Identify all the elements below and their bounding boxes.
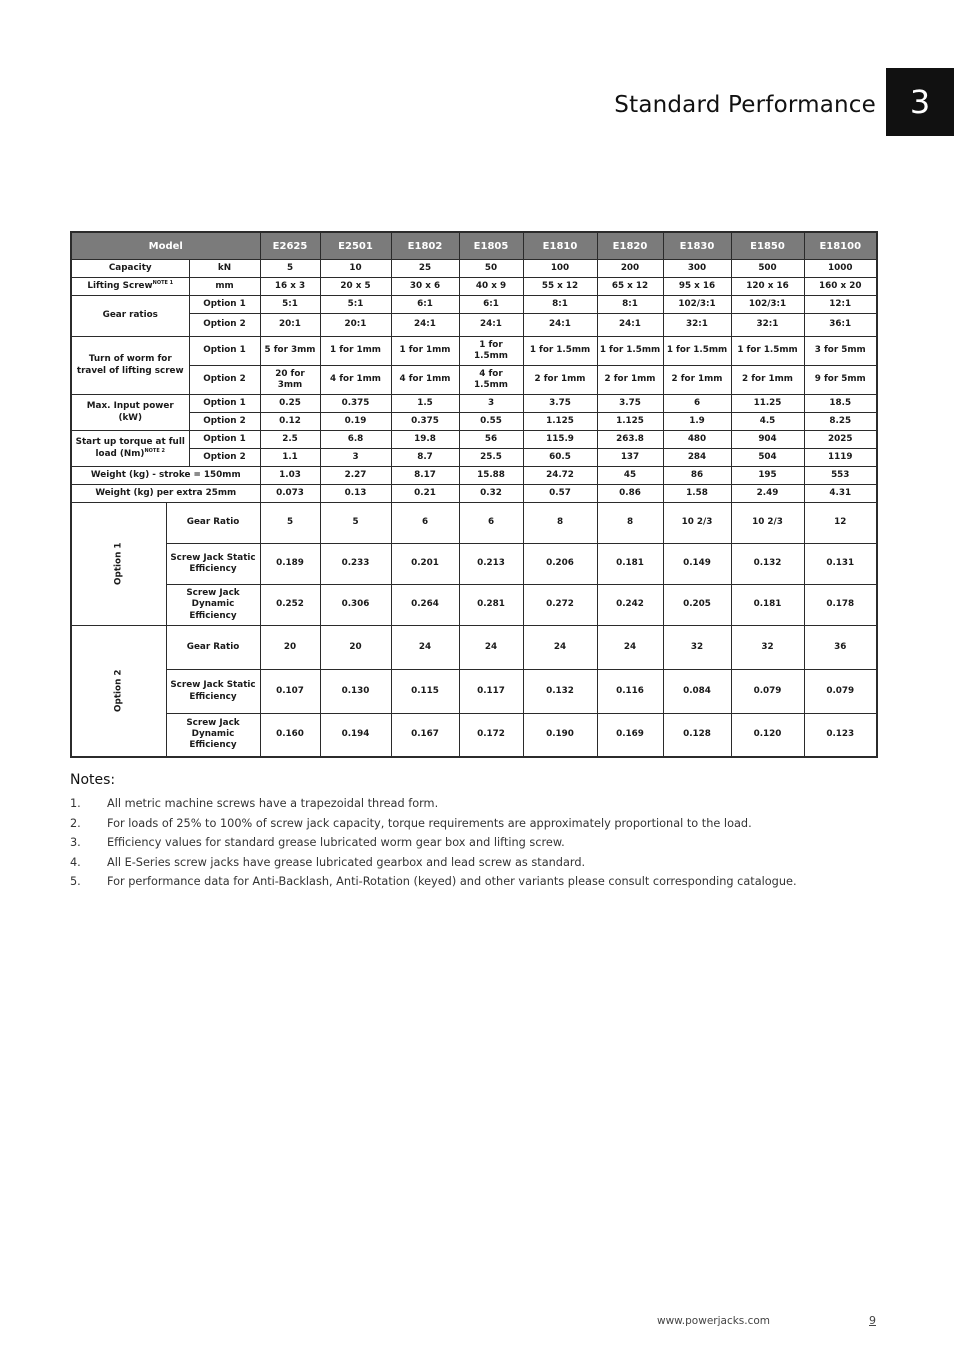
value-cell: 195 (731, 467, 804, 485)
value-cell: 0.19 (320, 413, 391, 431)
option-label: Option 2 (189, 366, 260, 395)
value-cell: 0.32 (459, 485, 523, 503)
value-cell: 0.116 (597, 670, 663, 714)
value-cell: 50 (459, 260, 523, 278)
value-cell: 1 for 1.5mm (663, 337, 731, 366)
table-row (71, 413, 877, 431)
value-cell: 8.7 (391, 449, 459, 467)
note-item (70, 794, 890, 814)
value-cell: 20:1 (320, 314, 391, 337)
unit-cell: kN (189, 260, 260, 278)
value-cell: 0.12 (260, 413, 320, 431)
value-cell: 1 for 1.5mm (597, 337, 663, 366)
value-cell: 0.13 (320, 485, 391, 503)
value-cell: 3 for 5mm (804, 337, 877, 366)
model-column-header: E1830 (663, 232, 731, 260)
value-cell: 904 (731, 431, 804, 449)
value-cell: 0.57 (523, 485, 597, 503)
value-cell: 0.242 (597, 585, 663, 626)
table-row (71, 503, 877, 544)
value-cell: 25 (391, 260, 459, 278)
block-label (71, 626, 166, 757)
value-cell: 24 (391, 626, 459, 670)
group-label: Max. Input power (kW) (71, 395, 189, 431)
value-cell: 65 x 12 (597, 278, 663, 296)
value-cell: 1 for 1mm (320, 337, 391, 366)
group-label: Gear ratios (71, 296, 189, 337)
value-cell: 20 (260, 626, 320, 670)
table-row (71, 366, 877, 395)
value-cell: 4 for 1mm (320, 366, 391, 395)
value-cell: 0.123 (804, 714, 877, 757)
value-cell: 32 (731, 626, 804, 670)
value-cell: 36 (804, 626, 877, 670)
value-cell: 5 for 3mm (260, 337, 320, 366)
value-cell: 5:1 (320, 296, 391, 314)
value-cell: 2 for 1mm (523, 366, 597, 395)
value-cell: 8 (523, 503, 597, 544)
value-cell: 24:1 (459, 314, 523, 337)
value-cell: 8.17 (391, 467, 459, 485)
value-cell: 0.252 (260, 585, 320, 626)
value-cell: 36:1 (804, 314, 877, 337)
value-cell: 24 (459, 626, 523, 670)
value-cell: 5 (260, 260, 320, 278)
value-cell: 32 (663, 626, 731, 670)
option-label: Option 1 (189, 431, 260, 449)
row-label: Screw Jack Dynamic Efficiency (166, 585, 260, 626)
value-cell: 0.281 (459, 585, 523, 626)
value-cell: 160 x 20 (804, 278, 877, 296)
model-column-header: E2625 (260, 232, 320, 260)
value-cell: 0.169 (597, 714, 663, 757)
notes-section (70, 772, 890, 892)
value-cell: 0.205 (663, 585, 731, 626)
value-cell: 24:1 (391, 314, 459, 337)
option-label: Option 1 (189, 395, 260, 413)
value-cell: 9 for 5mm (804, 366, 877, 395)
table-row (71, 585, 877, 626)
table-row (71, 296, 877, 314)
value-cell: 284 (663, 449, 731, 467)
option-label: Option 2 (189, 413, 260, 431)
performance-table (70, 231, 878, 758)
note-item (70, 814, 890, 834)
table-row (71, 431, 877, 449)
value-cell: 20 for 3mm (260, 366, 320, 395)
value-cell: 1.125 (523, 413, 597, 431)
value-cell: 4 for 1mm (391, 366, 459, 395)
table-row (71, 260, 877, 278)
row-label: Weight (kg) - stroke = 150mm (71, 467, 260, 485)
value-cell: 6 (663, 395, 731, 413)
note-item (70, 833, 890, 853)
value-cell: 60.5 (523, 449, 597, 467)
note-item (70, 853, 890, 873)
value-cell: 4 for 1.5mm (459, 366, 523, 395)
model-column-header: E1820 (597, 232, 663, 260)
value-cell: 500 (731, 260, 804, 278)
table-row (71, 670, 877, 714)
value-cell: 12:1 (804, 296, 877, 314)
value-cell: 1000 (804, 260, 877, 278)
value-cell: 0.25 (260, 395, 320, 413)
note-number: 5. (70, 875, 81, 889)
value-cell: 0.86 (597, 485, 663, 503)
label-text: Start up torque at full load (Nm) (75, 437, 185, 459)
value-cell: 10 (320, 260, 391, 278)
value-cell: 0.55 (459, 413, 523, 431)
value-cell: 6:1 (391, 296, 459, 314)
value-cell: 12 (804, 503, 877, 544)
value-cell: 1119 (804, 449, 877, 467)
table-row (71, 714, 877, 757)
value-cell: 0.132 (731, 544, 804, 585)
row-label: Screw Jack Static Efficiency (166, 670, 260, 714)
group-label (71, 431, 189, 467)
model-column-header: E18100 (804, 232, 877, 260)
table-row (71, 314, 877, 337)
value-cell: 8:1 (523, 296, 597, 314)
value-cell: 1 for 1mm (391, 337, 459, 366)
value-cell: 6:1 (459, 296, 523, 314)
value-cell: 30 x 6 (391, 278, 459, 296)
value-cell: 553 (804, 467, 877, 485)
value-cell: 55 x 12 (523, 278, 597, 296)
value-cell: 5:1 (260, 296, 320, 314)
note-text: All E-Series screw jacks have grease lubricated gearbox and lead screw as standard. (107, 855, 586, 869)
value-cell: 2.5 (260, 431, 320, 449)
value-cell: 0.120 (731, 714, 804, 757)
note-ref: NOTE 1 (152, 279, 174, 286)
value-cell: 25.5 (459, 449, 523, 467)
value-cell: 102/3:1 (663, 296, 731, 314)
value-cell: 15.88 (459, 467, 523, 485)
value-cell: 0.160 (260, 714, 320, 757)
page-title: Standard Performance (614, 92, 876, 118)
value-cell: 40 x 9 (459, 278, 523, 296)
row-label: Capacity (71, 260, 189, 278)
value-cell: 1.03 (260, 467, 320, 485)
note-item (70, 872, 890, 892)
value-cell: 0.079 (804, 670, 877, 714)
value-cell: 0.149 (663, 544, 731, 585)
value-cell: 0.073 (260, 485, 320, 503)
note-number: 3. (70, 836, 81, 850)
value-cell: 0.181 (597, 544, 663, 585)
value-cell: 8 (597, 503, 663, 544)
value-cell: 6 (391, 503, 459, 544)
value-cell: 11.25 (731, 395, 804, 413)
model-column-header: E2501 (320, 232, 391, 260)
row-label: Gear Ratio (166, 503, 260, 544)
value-cell: 0.206 (523, 544, 597, 585)
value-cell: 10 2/3 (663, 503, 731, 544)
value-cell: 0.213 (459, 544, 523, 585)
value-cell: 0.130 (320, 670, 391, 714)
value-cell: 16 x 3 (260, 278, 320, 296)
note-text: All metric machine screws have a trapezoidal thread form. (107, 797, 439, 811)
value-cell: 0.21 (391, 485, 459, 503)
table-row (71, 232, 877, 260)
value-cell: 504 (731, 449, 804, 467)
value-cell: 1.125 (597, 413, 663, 431)
row-label: Screw Jack Dynamic Efficiency (166, 714, 260, 757)
value-cell: 6.8 (320, 431, 391, 449)
value-cell: 32:1 (663, 314, 731, 337)
table-row (71, 467, 877, 485)
value-cell: 56 (459, 431, 523, 449)
value-cell: 24 (523, 626, 597, 670)
table-row (71, 626, 877, 670)
value-cell: 2 for 1mm (597, 366, 663, 395)
value-cell: 24:1 (597, 314, 663, 337)
model-column-header: E1810 (523, 232, 597, 260)
value-cell: 18.5 (804, 395, 877, 413)
value-cell: 19.8 (391, 431, 459, 449)
value-cell: 0.194 (320, 714, 391, 757)
value-cell: 2 for 1mm (663, 366, 731, 395)
note-text: Efficiency values for standard grease lubricated worm gear box and lifting screw. (107, 836, 565, 850)
unit-cell: mm (189, 278, 260, 296)
value-cell: 24:1 (523, 314, 597, 337)
value-cell: 2.49 (731, 485, 804, 503)
value-cell: 0.189 (260, 544, 320, 585)
table-row (71, 544, 877, 585)
value-cell: 5 (320, 503, 391, 544)
value-cell: 3.75 (597, 395, 663, 413)
value-cell: 10 2/3 (731, 503, 804, 544)
note-text: For performance data for Anti-Backlash, Anti-Rotation (keyed) and other variants please consult corresponding catalogue. (107, 875, 797, 889)
value-cell: 86 (663, 467, 731, 485)
value-cell: 137 (597, 449, 663, 467)
footer-url[interactable]: www.powerjacks.com (657, 1315, 771, 1327)
value-cell: 0.128 (663, 714, 731, 757)
value-cell: 0.190 (523, 714, 597, 757)
table-row (71, 337, 877, 366)
value-cell: 20:1 (260, 314, 320, 337)
value-cell: 45 (597, 467, 663, 485)
value-cell: 115.9 (523, 431, 597, 449)
value-cell: 2 for 1mm (731, 366, 804, 395)
value-cell: 200 (597, 260, 663, 278)
value-cell: 1.5 (391, 395, 459, 413)
value-cell: 4.31 (804, 485, 877, 503)
value-cell: 0.172 (459, 714, 523, 757)
vertical-label: Option 2 (113, 669, 124, 712)
value-cell: 24.72 (523, 467, 597, 485)
value-cell: 0.375 (320, 395, 391, 413)
value-cell: 3 (459, 395, 523, 413)
value-cell: 0.132 (523, 670, 597, 714)
value-cell: 1 for 1.5mm (731, 337, 804, 366)
value-cell: 0.201 (391, 544, 459, 585)
value-cell: 0.306 (320, 585, 391, 626)
value-cell: 1.9 (663, 413, 731, 431)
value-cell: 2.27 (320, 467, 391, 485)
value-cell: 95 x 16 (663, 278, 731, 296)
option-label: Option 2 (189, 449, 260, 467)
page-number: 9 (869, 1314, 876, 1327)
value-cell: 3.75 (523, 395, 597, 413)
value-cell: 0.178 (804, 585, 877, 626)
label-text: Lifting Screw (87, 280, 153, 291)
model-column-header: E1850 (731, 232, 804, 260)
row-label: Gear Ratio (166, 626, 260, 670)
value-cell: 263.8 (597, 431, 663, 449)
table-row (71, 449, 877, 467)
value-cell: 20 (320, 626, 391, 670)
vertical-label: Option 1 (113, 542, 124, 586)
note-number: 2. (70, 816, 81, 830)
group-label: Turn of worm for travel of lifting screw (71, 337, 189, 395)
value-cell: 4.5 (731, 413, 804, 431)
value-cell: 0.107 (260, 670, 320, 714)
value-cell: 0.084 (663, 670, 731, 714)
value-cell: 1.1 (260, 449, 320, 467)
value-cell: 1 for 1.5mm (523, 337, 597, 366)
value-cell: 0.272 (523, 585, 597, 626)
value-cell: 32:1 (731, 314, 804, 337)
value-cell: 24 (597, 626, 663, 670)
value-cell: 8:1 (597, 296, 663, 314)
value-cell: 300 (663, 260, 731, 278)
value-cell: 1 for 1.5mm (459, 337, 523, 366)
note-number: 4. (70, 855, 81, 869)
row-label (71, 278, 189, 296)
model-header: Model (71, 232, 260, 260)
value-cell: 2025 (804, 431, 877, 449)
value-cell: 20 x 5 (320, 278, 391, 296)
option-label: Option 1 (189, 296, 260, 314)
option-label: Option 1 (189, 337, 260, 366)
value-cell: 102/3:1 (731, 296, 804, 314)
value-cell: 0.079 (731, 670, 804, 714)
note-ref: NOTE 2 (144, 447, 165, 454)
value-cell: 6 (459, 503, 523, 544)
value-cell: 0.131 (804, 544, 877, 585)
model-column-header: E1802 (391, 232, 459, 260)
table-row (71, 485, 877, 503)
value-cell: 8.25 (804, 413, 877, 431)
value-cell: 0.167 (391, 714, 459, 757)
value-cell: 5 (260, 503, 320, 544)
value-cell: 0.264 (391, 585, 459, 626)
model-column-header: E1805 (459, 232, 523, 260)
option-label: Option 2 (189, 314, 260, 337)
value-cell: 0.375 (391, 413, 459, 431)
notes-title: Notes: (70, 772, 116, 788)
row-label: Screw Jack Static Efficiency (166, 544, 260, 585)
note-number: 1. (70, 797, 81, 811)
table-row (71, 278, 877, 296)
value-cell: 480 (663, 431, 731, 449)
table-row (71, 395, 877, 413)
value-cell: 0.181 (731, 585, 804, 626)
value-cell: 3 (320, 449, 391, 467)
block-label (71, 503, 166, 626)
value-cell: 0.115 (391, 670, 459, 714)
value-cell: 1.58 (663, 485, 731, 503)
value-cell: 100 (523, 260, 597, 278)
value-cell: 0.233 (320, 544, 391, 585)
value-cell: 120 x 16 (731, 278, 804, 296)
note-text: For loads of 25% to 100% of screw jack capacity, torque requirements are approximately proportional to the load. (107, 816, 752, 830)
value-cell: 0.117 (459, 670, 523, 714)
row-label: Weight (kg) per extra 25mm (71, 485, 260, 503)
chapter-badge: 3 (886, 68, 954, 136)
